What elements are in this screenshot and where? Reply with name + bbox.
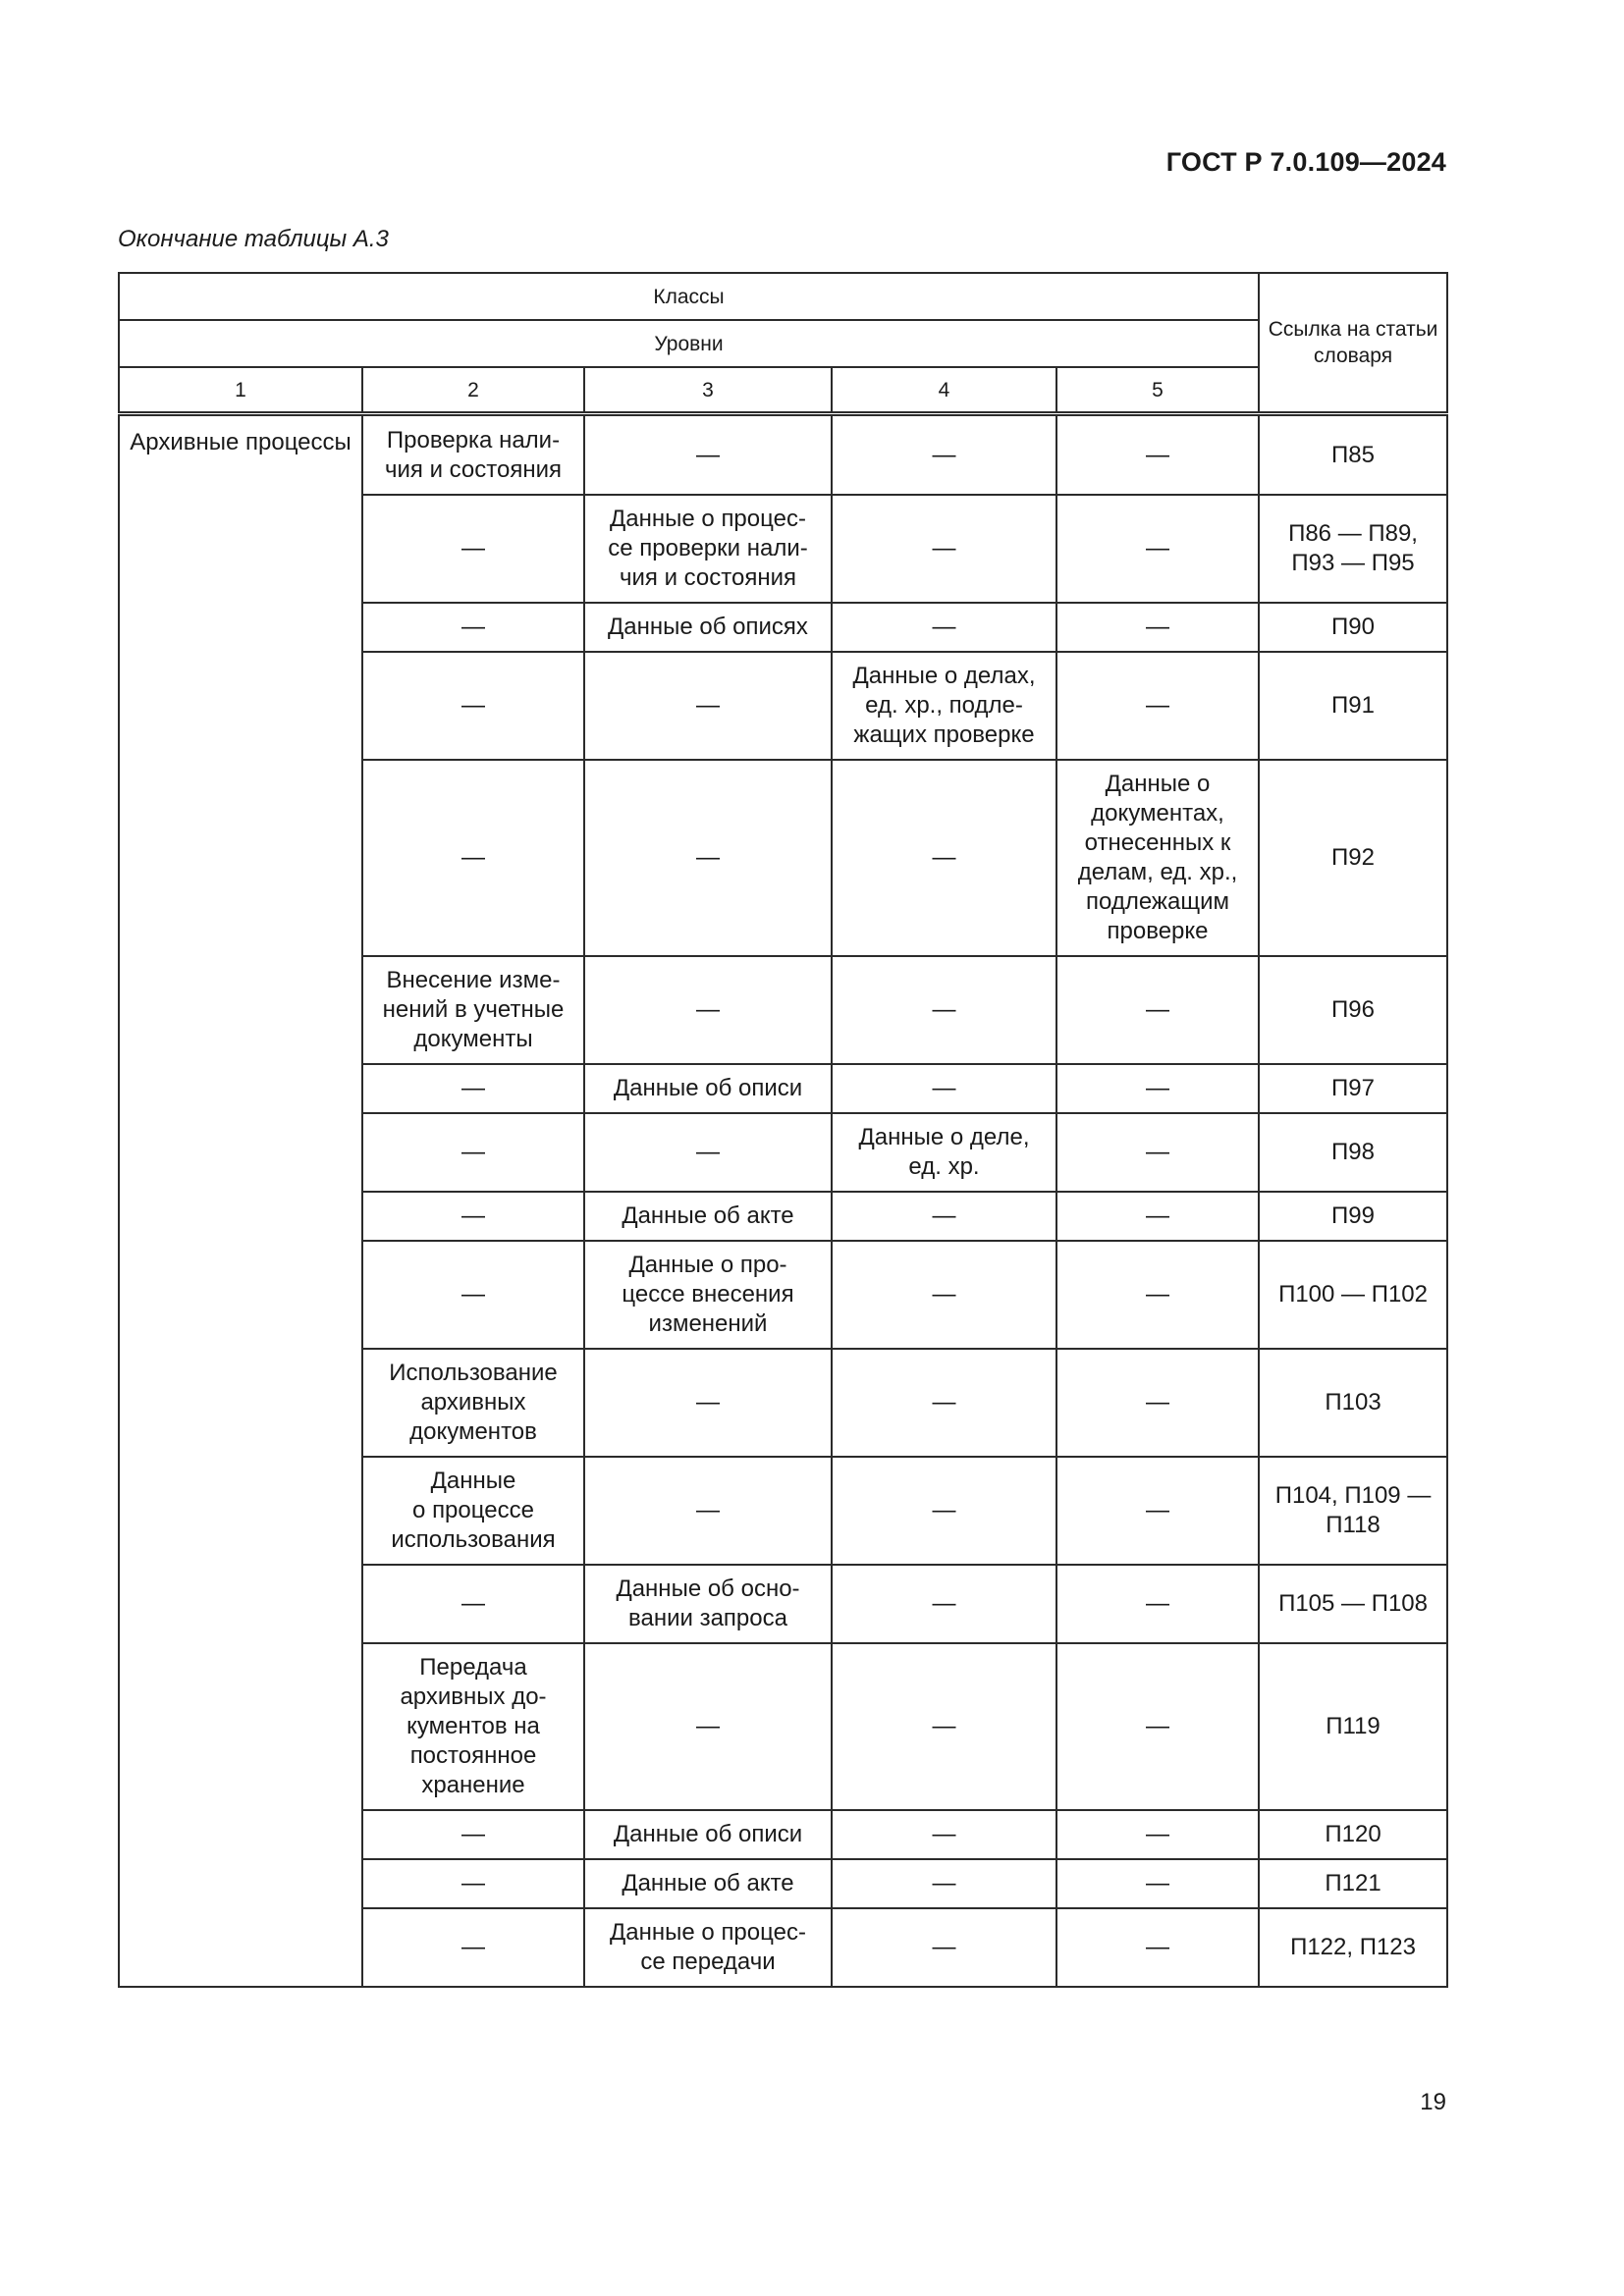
class-cell: Архивные процессы — [119, 415, 362, 1987]
column-number: 4 — [832, 367, 1056, 412]
level-5-cell: — — [1056, 956, 1259, 1064]
level-4-cell: — — [832, 760, 1056, 956]
level-2-cell: — — [362, 1241, 584, 1349]
level-5-cell: — — [1056, 1565, 1259, 1643]
level-4-cell: — — [832, 1908, 1056, 1987]
level-3-cell: — — [584, 1643, 832, 1810]
header-classes: Классы — [119, 273, 1259, 320]
page-number: 19 — [1420, 2089, 1446, 2115]
level-2-cell: — — [362, 760, 584, 956]
ref-cell: П100 — П102 — [1259, 1241, 1447, 1349]
level-2-cell: — — [362, 1810, 584, 1859]
ref-cell: П85 — [1259, 415, 1447, 495]
level-4-cell: — — [832, 415, 1056, 495]
level-4-cell: — — [832, 1192, 1056, 1241]
ref-cell: П97 — [1259, 1064, 1447, 1113]
level-4-cell: — — [832, 1565, 1056, 1643]
level-2-cell: — — [362, 495, 584, 603]
level-3-cell: — — [584, 652, 832, 760]
column-number: 1 — [119, 367, 362, 412]
level-3-cell: Данные об описях — [584, 603, 832, 652]
level-3-cell: — — [584, 1349, 832, 1457]
ref-cell: П86 — П89, П93 — П95 — [1259, 495, 1447, 603]
level-4-cell: Данные о делах, ед. хр., подле- жащих проверке — [832, 652, 1056, 760]
level-2-cell: Внесение изме- нений в учетные документы — [362, 956, 584, 1064]
level-4-cell: — — [832, 1349, 1056, 1457]
ref-cell: П105 — П108 — [1259, 1565, 1447, 1643]
ref-cell: П91 — [1259, 652, 1447, 760]
level-3-cell: — — [584, 1113, 832, 1192]
level-4-cell: — — [832, 1457, 1056, 1565]
classification-table — [118, 272, 1448, 1988]
ref-cell: П121 — [1259, 1859, 1447, 1908]
level-5-cell: — — [1056, 1457, 1259, 1565]
level-3-cell: — — [584, 956, 832, 1064]
level-4-cell: — — [832, 603, 1056, 652]
level-3-cell: Данные об акте — [584, 1859, 832, 1908]
level-3-cell: Данные об осно- вании запроса — [584, 1565, 832, 1643]
level-4-cell: — — [832, 1643, 1056, 1810]
level-4-cell: — — [832, 1859, 1056, 1908]
level-3-cell: Данные об описи — [584, 1064, 832, 1113]
level-2-cell: Использование архивных документов — [362, 1349, 584, 1457]
level-3-cell: — — [584, 1457, 832, 1565]
level-2-cell: — — [362, 1113, 584, 1192]
level-2-cell: Проверка нали- чия и состояния — [362, 415, 584, 495]
level-2-cell: — — [362, 1908, 584, 1987]
level-5-cell: — — [1056, 1113, 1259, 1192]
level-3-cell: Данные об описи — [584, 1810, 832, 1859]
document-code: ГОСТ Р 7.0.109—2024 — [1165, 147, 1446, 177]
table-header — [119, 273, 1447, 415]
ref-cell: П119 — [1259, 1643, 1447, 1810]
level-5-cell: Данные о документах, отнесенных к делам, ед. хр., подлежащим проверке — [1056, 760, 1259, 956]
table-body — [119, 415, 1447, 1987]
level-5-cell: — — [1056, 1643, 1259, 1810]
level-5-cell: — — [1056, 495, 1259, 603]
level-3-cell: — — [584, 415, 832, 495]
level-3-cell: — — [584, 760, 832, 956]
ref-cell: П99 — [1259, 1192, 1447, 1241]
level-5-cell: — — [1056, 1810, 1259, 1859]
level-2-cell: — — [362, 1064, 584, 1113]
ref-cell: П103 — [1259, 1349, 1447, 1457]
level-4-cell: — — [832, 1064, 1056, 1113]
header-levels: Уровни — [119, 320, 1259, 367]
level-5-cell: — — [1056, 652, 1259, 760]
level-4-cell: Данные о деле, ед. хр. — [832, 1113, 1056, 1192]
level-2-cell: — — [362, 652, 584, 760]
column-number: 2 — [362, 367, 584, 412]
level-4-cell: — — [832, 1241, 1056, 1349]
column-number: 5 — [1056, 367, 1259, 412]
level-5-cell: — — [1056, 1908, 1259, 1987]
level-2-cell: — — [362, 603, 584, 652]
level-2-cell: — — [362, 1565, 584, 1643]
level-5-cell: — — [1056, 603, 1259, 652]
ref-cell: П104, П109 — П118 — [1259, 1457, 1447, 1565]
column-number: 3 — [584, 367, 832, 412]
level-5-cell: — — [1056, 1192, 1259, 1241]
level-4-cell: — — [832, 956, 1056, 1064]
level-5-cell: — — [1056, 1859, 1259, 1908]
level-3-cell: Данные о процес- се проверки нали- чия и состояния — [584, 495, 832, 603]
level-2-cell: Передача архивных до- кументов на постоянное хранение — [362, 1643, 584, 1810]
level-5-cell: — — [1056, 1349, 1259, 1457]
level-4-cell: — — [832, 495, 1056, 603]
ref-cell: П96 — [1259, 956, 1447, 1064]
level-3-cell: Данные о про- цессе внесения изменений — [584, 1241, 832, 1349]
level-2-cell: Данные о процессе использования — [362, 1457, 584, 1565]
ref-cell: П120 — [1259, 1810, 1447, 1859]
ref-cell: П122, П123 — [1259, 1908, 1447, 1987]
level-5-cell: — — [1056, 415, 1259, 495]
ref-cell: П92 — [1259, 760, 1447, 956]
level-3-cell: Данные о процес- се передачи — [584, 1908, 832, 1987]
table-caption: Окончание таблицы А.3 — [118, 226, 389, 252]
level-4-cell: — — [832, 1810, 1056, 1859]
table-row — [119, 415, 1447, 495]
level-2-cell: — — [362, 1859, 584, 1908]
level-2-cell: — — [362, 1192, 584, 1241]
ref-cell: П98 — [1259, 1113, 1447, 1192]
level-3-cell: Данные об акте — [584, 1192, 832, 1241]
level-5-cell: — — [1056, 1064, 1259, 1113]
header-ref: Ссылка на статьи словаря — [1259, 273, 1447, 412]
level-5-cell: — — [1056, 1241, 1259, 1349]
ref-cell: П90 — [1259, 603, 1447, 652]
